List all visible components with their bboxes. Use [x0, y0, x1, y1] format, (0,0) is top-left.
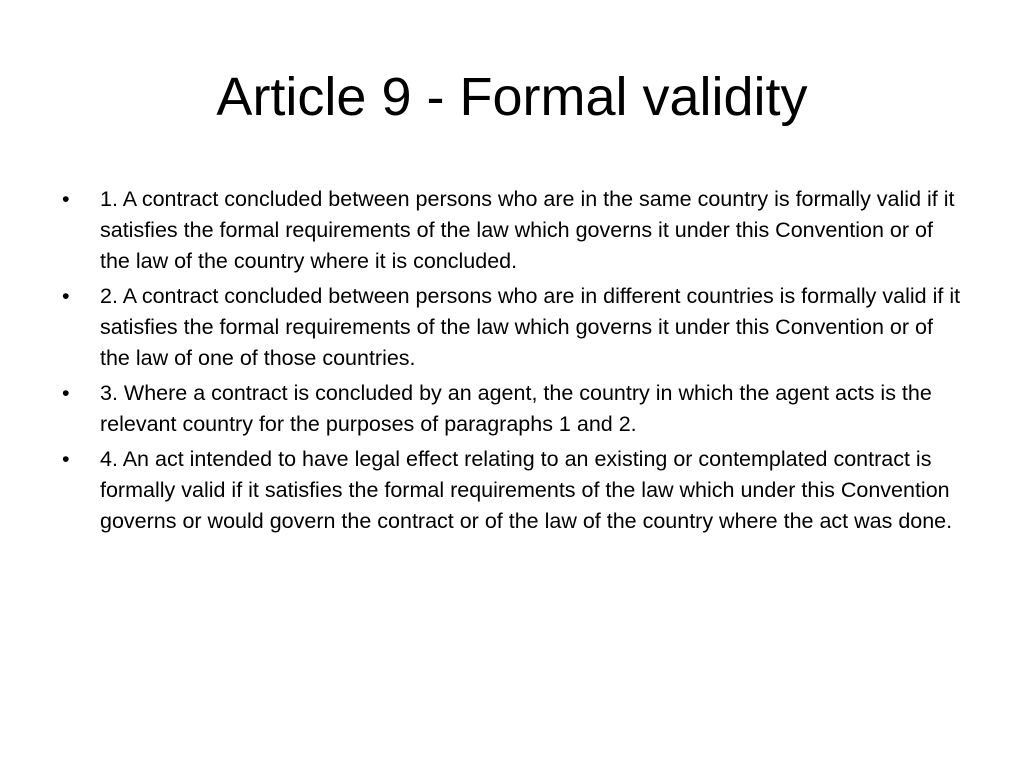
- bullet-text-3: 3. Where a contract is concluded by an agent, the country in which the agent acts is the relevant country for the purposes of paragraphs 1 and 2.: [100, 381, 932, 436]
- bullet-list: [62, 184, 962, 541]
- bullet-dot: •: [62, 447, 70, 471]
- bullet-dot: •: [62, 284, 70, 308]
- bullet-dot: •: [62, 187, 70, 211]
- bullet-item-2: [62, 281, 962, 374]
- bullet-dot: •: [62, 381, 70, 405]
- bullet-text-4: 4. An act intended to have legal effect relating to an existing or contemplated contract is formally valid if it satisfies the formal requirements of the law which under this Convention governs or would govern the contract or of the law of the country where the act was done.: [100, 447, 953, 533]
- slide-title: Article 9 - Formal validity: [216, 67, 808, 127]
- bullet-text-1: 1. A contract concluded between persons who are in the same country is formally valid if it satisfies the formal requirements of the law which governs it under this Convention or of the law of the country where it is concluded.: [100, 187, 955, 273]
- bullet-item-3: [62, 378, 962, 440]
- bullet-item-1: [62, 184, 962, 277]
- bullet-item-4: [62, 444, 962, 537]
- bullet-text-2: 2. A contract concluded between persons who are in different countries is formally valid if it satisfies the formal requirements of the law which governs it under this Convention or of the law of one of those countries.: [100, 284, 961, 370]
